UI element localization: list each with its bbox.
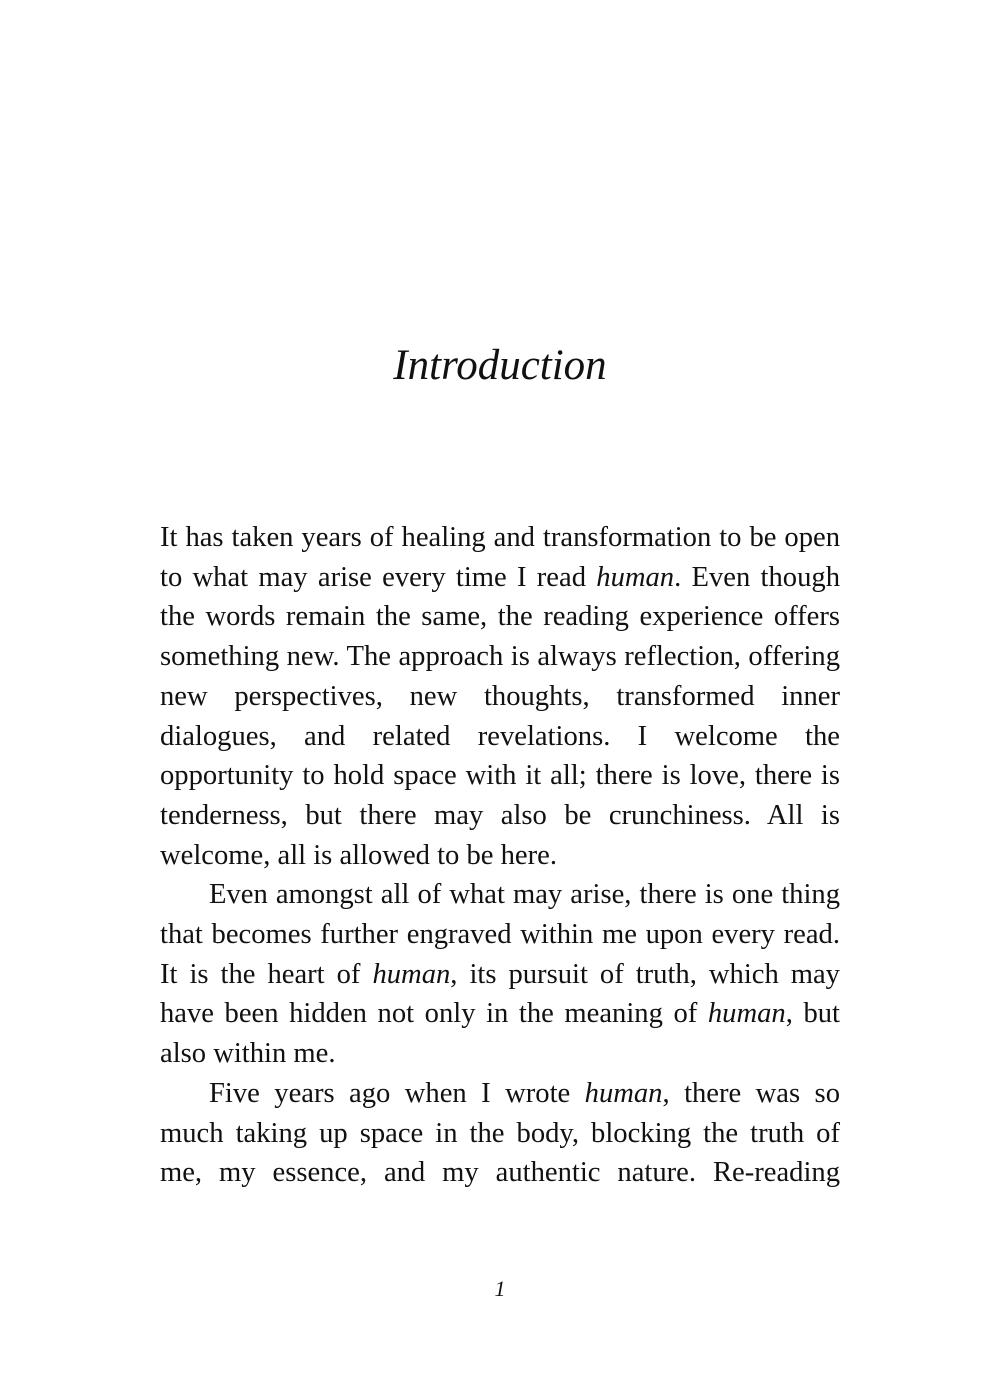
text-run: , but also within me. xyxy=(160,998,840,1070)
italic-text-run: human xyxy=(596,561,675,593)
italic-text-run: human xyxy=(372,958,451,990)
italic-text-run: human xyxy=(584,1077,663,1109)
text-run: It has taken years of healing and transformation to be open to what may arise every time I read xyxy=(160,522,840,593)
paragraph xyxy=(160,875,840,1074)
text-run: Even amongst all of what may arise, there is one thing that becomes further engraved within me upon every read. It is the heart of xyxy=(160,879,840,990)
text-run: Five years ago when I wrote xyxy=(209,1077,585,1109)
text-run: , there was so much taking up space in the body, blocking the truth of me, my essence, and my authentic nature. Re-reading xyxy=(160,1077,840,1189)
text-run: , its pursuit of truth, which may have been hidden not only in the meaning of xyxy=(160,958,840,1030)
page-number: 1 xyxy=(494,1276,506,1301)
paragraph xyxy=(160,518,840,875)
chapter-title: Introduction xyxy=(393,342,607,389)
paragraph xyxy=(160,1074,840,1193)
italic-text-run: human xyxy=(707,998,786,1030)
body-text xyxy=(160,518,840,1193)
text-run: . Even though the words remain the same, the reading experience offers something new. The approach is always reflection, offering new perspectives, new thoughts, transformed inner dialogues, and related revelations. I welcome the opportunity to hold space with it all; there is love, there is tenderness, but there may also be crunchiness. All is welcome, all is allowed to be here. xyxy=(160,561,840,871)
